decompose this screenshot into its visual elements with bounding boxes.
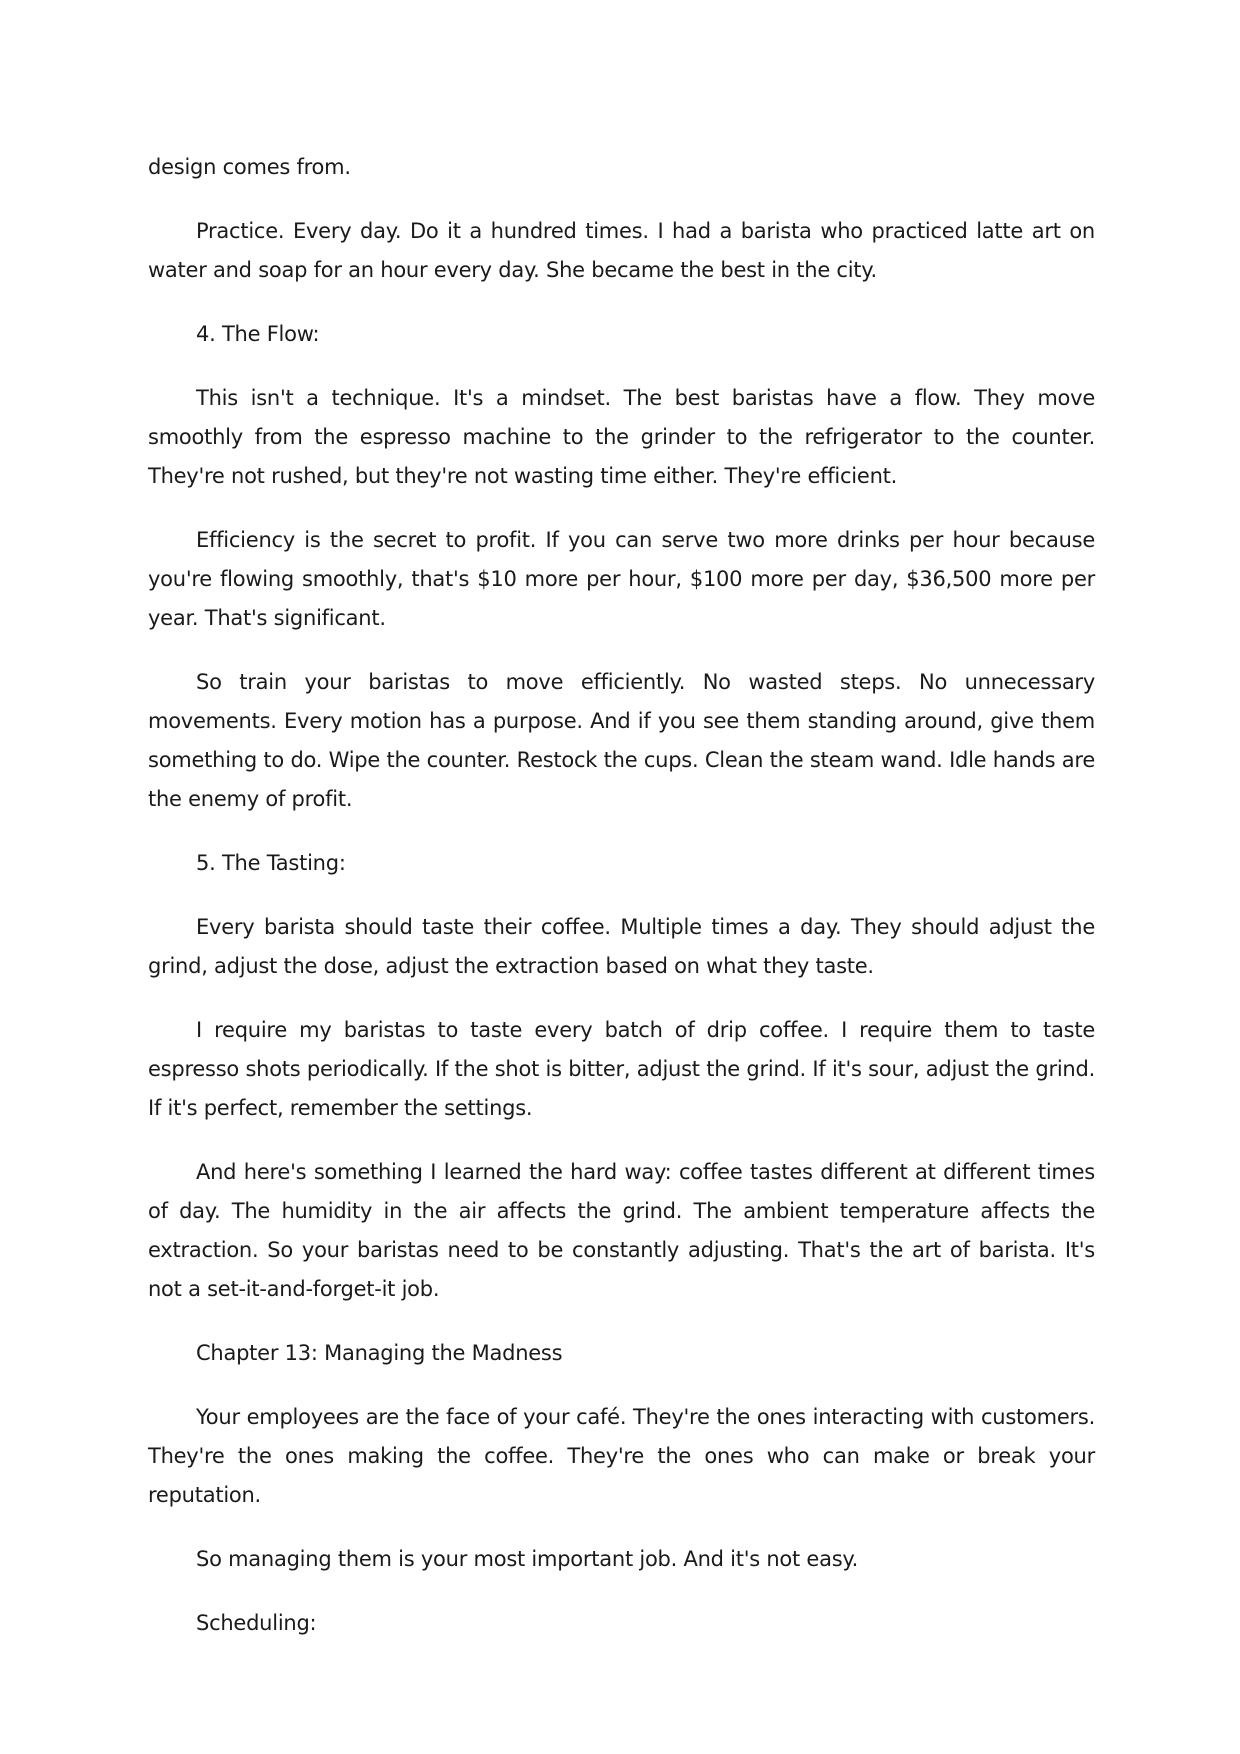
- paragraph-humidity: And here's something I learned the hard way: coffee tastes different at different times of day. The humidity in the air affects the grind. The ambient temperature affects the extraction. So your baristas need to be constantly adjusting. That's the art of barista. It's not a set-it-and-forget-it job.: [148, 1160, 1095, 1301]
- paragraph-taste-coffee: Every barista should taste their coffee. Multiple times a day. They should adjust the grind, adjust the dose, adjust the extraction based on what they taste.: [148, 915, 1095, 978]
- paragraph-require-tasting: I require my baristas to taste every batch of drip coffee. I require them to taste espresso shots periodically. If the shot is bitter, adjust the grind. If it's sour, adjust the grind. If it's perfect, remember the settings.: [148, 1018, 1095, 1120]
- paragraph-managing: So managing them is your most important job. And it's not easy.: [196, 1547, 859, 1571]
- paragraph-continuation: design comes from.: [148, 155, 351, 179]
- document-page: [148, 148, 1095, 1668]
- chapter-heading: Chapter 13: Managing the Madness: [196, 1341, 563, 1365]
- paragraph-practice: Practice. Every day. Do it a hundred times. I had a barista who practiced latte art on water and soap for an hour every day. She became the best in the city.: [148, 219, 1095, 282]
- paragraph-employees: Your employees are the face of your café. They're the ones interacting with customers. They're the ones making the coffee. They're the ones who can make or break your reputation.: [148, 1405, 1095, 1507]
- section-heading-scheduling: Scheduling:: [196, 1611, 317, 1635]
- paragraph-flow-mindset: This isn't a technique. It's a mindset. The best baristas have a flow. They move smoothly from the espresso machine to the grinder to the refrigerator to the counter. They're not rushed, but they're not wasting time either. They're efficient.: [148, 386, 1095, 488]
- section-heading-flow: 4. The Flow:: [196, 322, 320, 346]
- paragraph-efficiency: Efficiency is the secret to profit. If you can serve two more drinks per hour because you're flowing smoothly, that's $10 more per hour, $100 more per day, $36,500 more per year. That's significant.: [148, 528, 1095, 630]
- section-heading-tasting: 5. The Tasting:: [196, 851, 346, 875]
- paragraph-train-baristas: So train your baristas to move efficiently. No wasted steps. No unnecessary movements. Every motion has a purpose. And if you see them standing around, give them something to do. Wipe the counter. Restock the cups. Clean the steam wand. Idle hands are the enemy of profit.: [148, 670, 1095, 811]
